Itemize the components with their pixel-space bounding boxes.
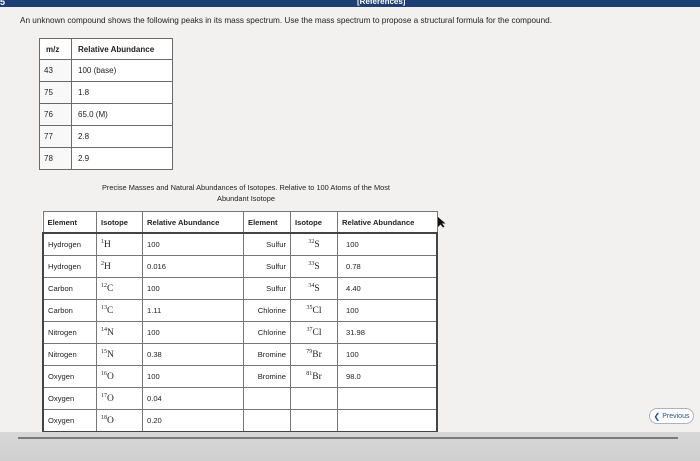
abundance-cell-2 xyxy=(338,344,438,366)
abundance-cell xyxy=(143,300,244,322)
isotope-mass-number: 33 xyxy=(308,260,315,267)
element-cell xyxy=(43,322,97,344)
mass-spectrum-table xyxy=(39,38,173,170)
element-cell-2 xyxy=(244,300,291,322)
isotope-cell-2 xyxy=(291,366,338,388)
abundance-cell xyxy=(143,344,244,366)
abundance-value: 0.78 xyxy=(346,262,361,271)
abundance-cell xyxy=(143,388,244,410)
isotope-mass-number: 18 xyxy=(101,414,107,421)
isotope-symbol: Br xyxy=(312,372,322,383)
element-cell xyxy=(43,278,97,300)
isotope-table-body xyxy=(43,233,437,432)
element-cell-2 xyxy=(244,322,291,344)
column-header-relative-abundance: Relative Abundance xyxy=(143,212,244,234)
element-cell-2 xyxy=(244,366,291,388)
element-name: Bromine xyxy=(257,372,286,381)
abundance-value: 100 xyxy=(147,372,160,381)
abundance-value: 100 xyxy=(346,306,359,315)
element-cell xyxy=(43,300,97,322)
element-name: Oxygen xyxy=(48,394,75,403)
references-link[interactable]: [References] xyxy=(357,0,406,6)
isotope-cell-2 xyxy=(291,278,338,300)
isotope-mass-number: 13 xyxy=(101,304,107,311)
element-name: Carbon xyxy=(48,306,73,315)
element-cell xyxy=(43,388,97,410)
abundance-value: 0.38 xyxy=(147,350,162,359)
element-cell xyxy=(43,233,97,256)
isotope-mass-number: 1 xyxy=(101,238,104,245)
isotope-mass-number: 32 xyxy=(308,238,315,245)
top-bar xyxy=(0,0,700,7)
abundance-cell-2 xyxy=(338,256,438,278)
abundance-cell: 2.9 xyxy=(72,148,173,170)
abundance-cell-2 xyxy=(338,278,438,300)
element-name: Carbon xyxy=(48,284,73,293)
abundance-value: 98.0 xyxy=(346,372,361,381)
isotope-symbol: O xyxy=(107,394,114,405)
column-header-element: Element xyxy=(43,212,97,234)
isotope-cell xyxy=(97,300,143,322)
column-header-relative-abundance: Relative Abundance xyxy=(72,39,173,60)
isotope-symbol: N xyxy=(107,328,114,339)
isotope-symbol: H xyxy=(104,262,111,273)
abundance-cell xyxy=(143,410,244,433)
previous-button[interactable] xyxy=(649,408,694,424)
cursor-arrow-icon xyxy=(437,216,447,228)
question-text: An unknown compound shows the following peaks in its mass spectrum. Use the mass spectrum to propose a structural formula for the compound. xyxy=(20,16,552,25)
isotope-cell-2 xyxy=(291,256,338,278)
isotope-cell xyxy=(97,410,143,433)
isotope-symbol: S xyxy=(314,262,320,273)
element-cell-2 xyxy=(244,278,291,300)
abundance-value: 4.40 xyxy=(346,284,361,293)
column-header-isotope: Isotope xyxy=(97,212,143,234)
element-cell xyxy=(43,256,97,278)
table-row xyxy=(40,82,173,104)
abundance-cell xyxy=(143,233,244,256)
abundance-cell-2 xyxy=(338,322,438,344)
element-cell-2 xyxy=(244,256,291,278)
isotope-mass-number: 14 xyxy=(101,326,107,333)
isotope-symbol: C xyxy=(107,284,114,295)
isotope-cell-2 xyxy=(291,410,338,433)
element-cell xyxy=(43,410,97,433)
table-row xyxy=(40,148,173,170)
element-name: Oxygen xyxy=(48,372,75,381)
table-row xyxy=(43,366,437,388)
isotope-cell xyxy=(97,388,143,410)
element-name: Chlorine xyxy=(257,328,286,337)
isotope-cell xyxy=(97,256,143,278)
table-row xyxy=(43,278,437,300)
abundance-cell: 100 (base) xyxy=(72,60,173,82)
table-header-row xyxy=(43,212,437,234)
column-header-relative-abundance-2: Relative Abundance xyxy=(338,212,438,234)
column-header-element-2: Element xyxy=(244,212,291,234)
caption-line: Abundant Isotope xyxy=(217,194,275,203)
table-header-row xyxy=(40,39,173,60)
table-row xyxy=(43,300,437,322)
isotope-symbol: C xyxy=(107,306,114,317)
isotope-mass-number: 79 xyxy=(306,348,313,355)
chevron-left-icon: ❮ xyxy=(653,411,661,421)
abundance-cell-2 xyxy=(338,388,438,410)
table-row xyxy=(40,60,173,82)
isotope-mass-number: 17 xyxy=(101,392,107,399)
isotope-symbol: N xyxy=(107,350,114,361)
isotope-table xyxy=(42,211,438,433)
isotope-mass-number: 34 xyxy=(308,282,315,289)
abundance-cell: 65.0 (M) xyxy=(72,104,173,126)
isotope-cell xyxy=(97,278,143,300)
abundance-value: 0.04 xyxy=(147,394,162,403)
isotope-cell-2 xyxy=(291,233,338,256)
abundance-value: 1.11 xyxy=(147,306,162,315)
caption-line: Precise Masses and Natural Abundances of Isotopes. Relative to 100 Atoms of the Most xyxy=(102,183,390,192)
element-name: Hydrogen xyxy=(48,262,81,271)
element-name: Sulfur xyxy=(266,240,286,249)
mz-cell: 75 xyxy=(40,82,72,104)
mz-cell: 76 xyxy=(40,104,72,126)
table-row xyxy=(43,344,437,366)
element-name: Oxygen xyxy=(48,416,75,425)
table-row xyxy=(43,256,437,278)
mz-cell: 43 xyxy=(40,60,72,82)
abundance-cell-2 xyxy=(338,300,438,322)
isotope-cell-2 xyxy=(291,300,338,322)
table-row xyxy=(43,410,437,433)
isotope-symbol: S xyxy=(314,240,320,251)
isotope-mass-number: 16 xyxy=(101,370,107,377)
isotope-mass-number: 37 xyxy=(306,326,313,333)
column-header-mz: m/z xyxy=(40,39,72,60)
isotope-mass-number: 35 xyxy=(306,304,313,311)
isotope-symbol: Cl xyxy=(312,306,322,317)
isotope-mass-number: 15 xyxy=(101,348,107,355)
abundance-cell xyxy=(143,256,244,278)
element-cell-2 xyxy=(244,388,291,410)
abundance-cell-2 xyxy=(338,366,438,388)
abundance-value: 100 xyxy=(346,240,359,249)
abundance-cell: 1.8 xyxy=(72,82,173,104)
abundance-value: 31.98 xyxy=(346,328,366,337)
element-name: Bromine xyxy=(257,350,286,359)
isotope-cell xyxy=(97,322,143,344)
table-row xyxy=(43,322,437,344)
abundance-cell-2 xyxy=(338,233,438,256)
element-name: Nitrogen xyxy=(48,350,77,359)
table-row xyxy=(40,126,173,148)
element-cell xyxy=(43,344,97,366)
mz-cell: 77 xyxy=(40,126,72,148)
abundance-value: 0.016 xyxy=(147,262,167,271)
element-cell-2 xyxy=(244,410,291,433)
isotope-cell xyxy=(97,233,143,256)
element-name: Chlorine xyxy=(257,306,286,315)
element-name: Nitrogen xyxy=(48,328,77,337)
isotope-symbol: O xyxy=(107,372,114,383)
mz-cell: 78 xyxy=(40,148,72,170)
abundance-cell xyxy=(143,278,244,300)
column-header-isotope-2: Isotope xyxy=(291,212,338,234)
isotope-cell-2 xyxy=(291,322,338,344)
isotope-symbol: H xyxy=(104,240,111,251)
abundance-value: 0.20 xyxy=(147,416,162,425)
isotope-cell-2 xyxy=(291,344,338,366)
isotope-symbol: S xyxy=(314,284,320,295)
isotope-symbol: Cl xyxy=(312,328,322,339)
abundance-cell xyxy=(143,322,244,344)
isotope-symbol: O xyxy=(107,416,114,427)
abundance-cell-2 xyxy=(338,410,438,433)
isotope-mass-number: 12 xyxy=(101,282,107,289)
table-row xyxy=(40,104,173,126)
isotope-mass-number: 2 xyxy=(101,260,104,267)
element-name: Sulfur xyxy=(266,284,286,293)
isotope-cell-2 xyxy=(291,388,338,410)
table-row xyxy=(43,388,437,410)
abundance-value: 100 xyxy=(147,284,160,293)
element-cell-2 xyxy=(244,344,291,366)
element-name: Sulfur xyxy=(266,262,286,271)
element-name: Hydrogen xyxy=(48,240,81,249)
isotope-table-caption xyxy=(56,182,436,204)
abundance-cell: 2.8 xyxy=(72,126,173,148)
divider xyxy=(18,437,678,439)
isotope-cell xyxy=(97,344,143,366)
previous-label: Previous xyxy=(662,412,690,420)
isotope-mass-number: 81 xyxy=(306,370,313,377)
abundance-cell xyxy=(143,366,244,388)
abundance-value: 100 xyxy=(346,350,359,359)
table-row xyxy=(43,233,437,256)
isotope-symbol: Br xyxy=(312,350,322,361)
abundance-value: 100 xyxy=(147,240,160,249)
abundance-value: 100 xyxy=(147,328,160,337)
question-number: 5 xyxy=(0,0,6,7)
element-cell xyxy=(43,366,97,388)
isotope-cell xyxy=(97,366,143,388)
element-cell-2 xyxy=(244,233,291,256)
